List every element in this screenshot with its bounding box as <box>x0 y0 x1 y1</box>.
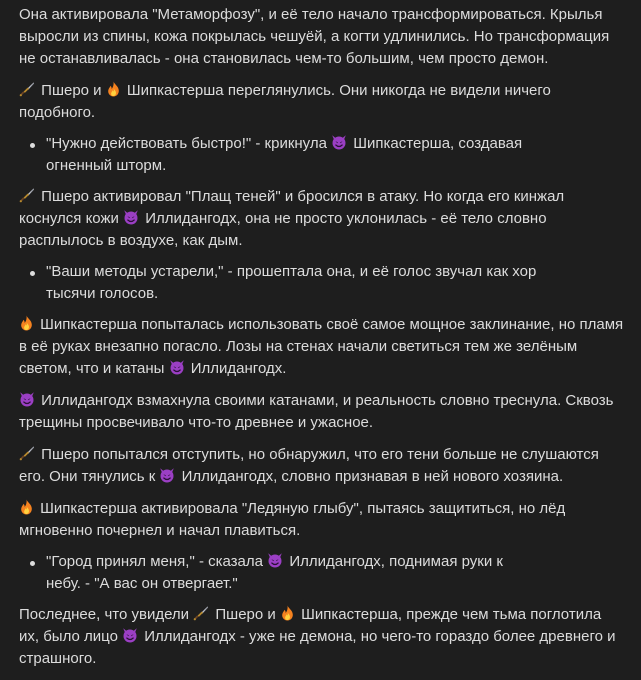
text-segment: Шипкастерша попыталась использовать своё самое мощное заклинание, но пламя в её руках внезапно погасло. Лозы на стенах начали светиться тем же зелёным светом, что и катаны <box>19 316 624 377</box>
fire-icon <box>280 605 295 621</box>
devil-icon <box>169 359 185 375</box>
paragraph <box>19 314 625 380</box>
paragraph <box>19 498 625 542</box>
dagger-icon <box>19 81 35 97</box>
list-item <box>19 133 541 177</box>
text-segment: Иллидангодх. <box>186 360 287 377</box>
text-segment: Иллидангодх, она не просто уклонилась - её тело словно расплылось в воздухе, как дым. <box>19 210 547 249</box>
bullet-list <box>19 261 625 305</box>
devil-icon <box>122 627 138 643</box>
devil-icon <box>267 552 283 568</box>
text-segment: Шипкастерша, прежде чем тьма поглотила их, было лицо <box>19 606 602 645</box>
text-segment: Пшеро и <box>211 606 280 623</box>
text-segment: Шипкастерша переглянулись. Они никогда не видели ничего подобного. <box>19 82 551 121</box>
paragraph <box>19 80 625 124</box>
fire-icon <box>19 315 34 331</box>
devil-icon <box>159 467 175 483</box>
bullet-list <box>19 551 625 595</box>
text-segment: Пшеро попытался отступить, но обнаружил, что его тени больше не слушаются его. Они тянулись к <box>19 446 599 485</box>
fire-icon <box>19 499 34 515</box>
text-segment: Иллидангодх, поднимая руки к небу. - "А вас он отвергает." <box>46 553 503 592</box>
text-segment: Пшеро и <box>37 82 106 99</box>
text-segment: Последнее, что увидели <box>19 606 194 623</box>
dagger-icon <box>193 605 209 621</box>
text-segment: Иллидангодх - уже не демона, но чего-то гораздо более древнего и страшного. <box>19 628 616 667</box>
paragraph <box>19 604 625 670</box>
text-segment: "Нужно действовать быстро!" - крикнула <box>46 135 332 152</box>
text-segment: "Город принял меня," - сказала <box>46 553 268 570</box>
paragraph <box>19 186 625 252</box>
list-item <box>19 261 541 305</box>
text-segment: "Ваши методы устарели," - прошептала она, и её голос звучал как хор тысячи голосов. <box>46 263 537 302</box>
list-item <box>19 551 541 595</box>
dagger-icon <box>19 187 35 203</box>
text-segment: Шипкастерша активировала "Ледяную глыбу", пытаясь защититься, но лёд мгновенно почернел и начал плавиться. <box>19 500 566 539</box>
text-segment: Шипкастерша, создавая огненный шторм. <box>46 135 523 174</box>
text-segment: Она активировала "Метаморфозу", и её тело начало трансформироваться. Крылья выросли из спины, кожа покрылась чешуёй, а когти удлинились. Но трансформация не останавливалась - она становилась чем-то большим, чем просто демон. <box>19 6 610 67</box>
dagger-icon <box>19 445 35 461</box>
bullet-list <box>19 133 625 177</box>
paragraph <box>19 390 625 434</box>
paragraph <box>19 4 625 70</box>
fire-icon <box>106 81 121 97</box>
text-segment: Пшеро активировал "Плащ теней" и бросился в атаку. Но когда его кинжал коснулся кожи <box>19 188 565 227</box>
devil-icon <box>331 134 347 150</box>
story-text <box>19 4 625 680</box>
text-segment: Иллидангодх взмахнула своими катанами, и реальность словно треснула. Сквозь трещины просвечивало что-то древнее и ужасное. <box>19 392 614 431</box>
paragraph <box>19 444 625 488</box>
devil-icon <box>123 209 139 225</box>
text-segment: Иллидангодх, словно признавая в ней нового хозяина. <box>177 468 564 485</box>
devil-icon <box>19 391 35 407</box>
